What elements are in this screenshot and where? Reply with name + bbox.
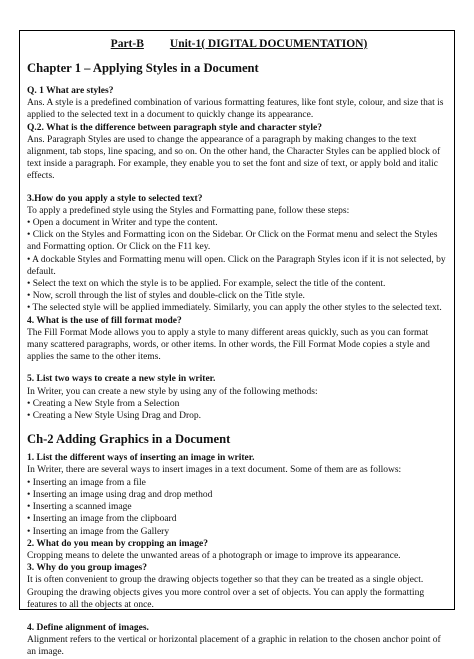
ch2-q3-answer: It is often convenient to group the drawing objects together so that they can be treated as a single object. Grouping the drawing objects gives you more control over a set of objects. You can apply the formatting features to all the objects at once.: [27, 575, 425, 610]
list-item: • Inserting an image from a file: [27, 477, 146, 488]
ch2-q2-question: 2. What do you mean by cropping an image?: [27, 538, 208, 549]
list-item: • Now, scroll through the list of styles and double-click on the Title style.: [27, 291, 305, 302]
ch2-q3-question: 3. Why do you group images?: [27, 563, 148, 574]
ch1-q2-answer: Ans. Paragraph Styles are used to change the appearance of a paragraph by making changes to the text alignment, tab stops, line spacing, and so on. On the other hand, the Character Styles can be applied block of text inside a paragraph. For example, they enable you to set the font and size of text, or apply bold and italic effects.: [27, 134, 441, 182]
list-item: • Inserting an image using drag and drop method: [27, 489, 213, 500]
document-content: [27, 36, 451, 659]
list-item: • Open a document in Writer and type the content.: [27, 218, 218, 229]
list-item: • Creating a New Style from a Selection: [27, 398, 180, 409]
ch1-q1-question: Q. 1 What are styles?: [27, 86, 114, 96]
ch2-q1-question: 1. List the different ways of inserting an image in writer.: [27, 453, 255, 464]
list-item: • Inserting a scanned image: [27, 502, 132, 513]
list-item: • Creating a New Style Using Drag and Drop.: [27, 411, 202, 422]
ch1-q3-question: 3.How do you apply a style to selected text?: [27, 193, 203, 204]
ch2-q1-intro: In Writer, there are several ways to insert images in a text document. Some of them are as follows:: [27, 465, 402, 476]
list-item: • Inserting an image from the Gallery: [27, 526, 170, 537]
ch1-q2-question: Q.2. What is the difference between paragraph style and character style?: [27, 122, 322, 133]
ch2-q2-answer: Cropping means to delete the unwanted areas of a photograph or image to improve its appearance.: [27, 550, 401, 561]
page-header: [27, 37, 451, 51]
ch2-q4-answer: Alignment refers to the vertical or horizontal placement of a graphic in relation to the chosen anchor point of an image.: [27, 635, 441, 658]
unit-label: Unit-1( DIGITAL DOCUMENTATION): [169, 38, 368, 50]
list-item: • A dockable Styles and Formatting menu will open. Click on the Paragraph Styles icon if it is not selected, by default.: [27, 254, 446, 277]
list-item: • The selected style will be applied immediately. Similarly, you can apply the other styles to the selected text.: [27, 303, 442, 314]
ch1-q4-answer: The Fill Format Mode allows you to apply a style to many different areas quickly, such as you can format many scattered paragraphs, words, or other items. In other words, the Fill Format Mode copies a style and applies the same to the other items.: [27, 327, 430, 363]
ch1-q3-intro: To apply a predefined style using the Styles and Formatting pane, follow these steps:: [27, 205, 350, 216]
list-item: • Inserting an image from the clipboard: [27, 514, 177, 525]
ch1-q5-question: 5. List two ways to create a new style in writer.: [27, 374, 216, 385]
chapter-1-title: Chapter 1 – Applying Styles in a Document: [27, 61, 259, 75]
ch1-q5-intro: In Writer, you can create a new style by using any of the following methods:: [27, 386, 318, 397]
list-item: • Click on the Styles and Formatting icon on the Sidebar. Or Click on the Format menu and select the Styles and Formatting option. Or Click on the F11 key.: [27, 230, 438, 253]
ch1-q1-answer: Ans. A style is a predefined combination of various formatting features, like font style, colour, and size that is applied to the selected text in a document to quickly change its appearance.: [27, 98, 444, 121]
ch1-q4-question: 4. What is the use of fill format mode?: [27, 315, 182, 326]
part-label: Part-B: [110, 38, 144, 50]
list-item: • Select the text on which the style is to be applied. For example, select the title of the content.: [27, 279, 386, 290]
ch2-q4-question: 4. Define alignment of images.: [27, 622, 149, 633]
chapter-2-title: Ch-2 Adding Graphics in a Document: [27, 432, 231, 447]
